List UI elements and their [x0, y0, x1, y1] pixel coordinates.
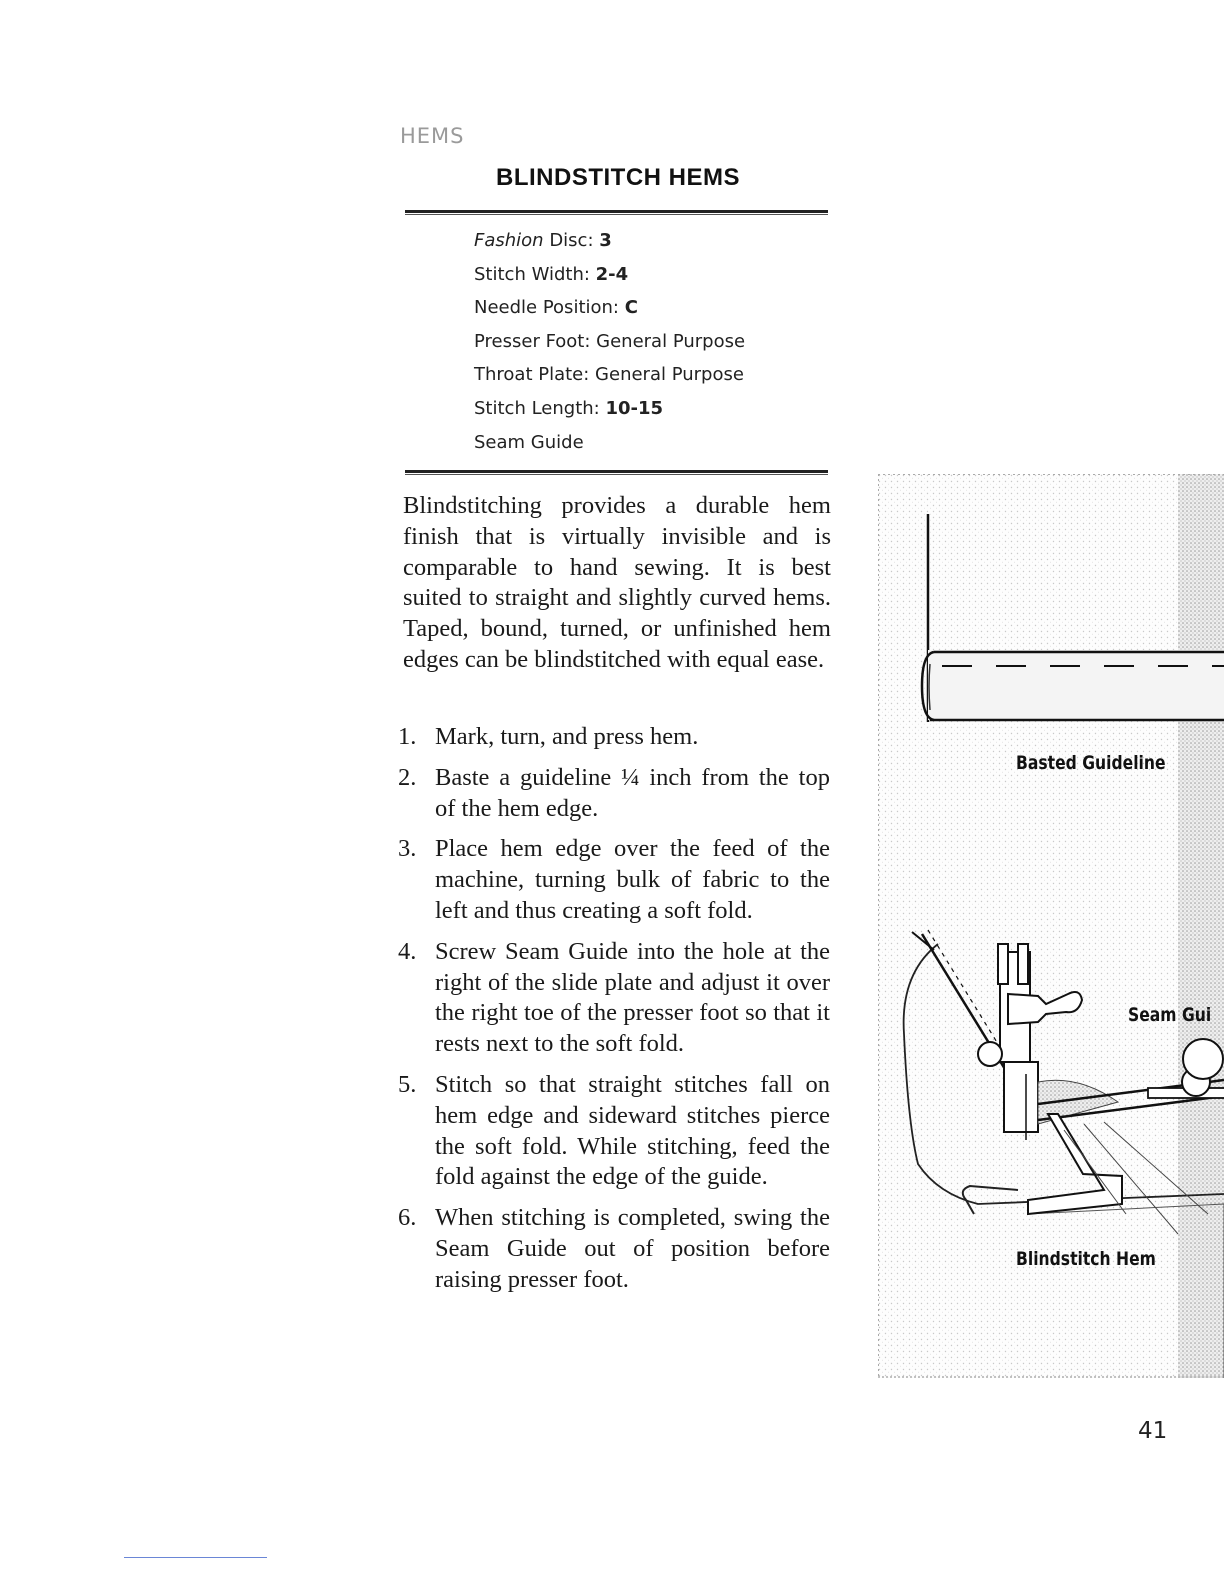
intro-paragraph: Blindstitching provides a durable hem finish that is virtually invisible and is comparable to hand sewing. It is best suited to straight and slightly curved hems. Taped, bound, turned, or unfinished hem edges can be blindstitched with equal ease. [403, 492, 831, 673]
step-item: 4. Screw Seam Guide into the hole at the right of the slide plate and adjust it over the right toe of the presser foot so that it rests next to the soft fold. [398, 937, 830, 1058]
hem-illustration-drawing [878, 474, 1224, 1378]
setting-fashion-disc: Fashion Disc: 3 [474, 230, 612, 251]
footer-line [124, 1557, 267, 1558]
step-item: 5. Stitch so that straight stitches fall on hem edge and sideward stitches pierce the soft fold. While stitching, feed the fold against the edge of the guide. [398, 1070, 830, 1191]
step-item: 1. Mark, turn, and press hem. [398, 723, 699, 750]
label-basted-guideline: Basted Guideline [1016, 752, 1166, 774]
label-seam-guide: Seam Gui [1128, 1004, 1212, 1026]
settings-list [474, 226, 745, 461]
page-number: 41 [1138, 1418, 1168, 1444]
step-item: 2. Baste a guideline ¼ inch from the top of the hem edge. [398, 763, 830, 822]
step-item: 6. When stitching is completed, swing the Seam Guide out of position before raising presser foot. [398, 1204, 830, 1293]
step-item: 3. Place hem edge over the feed of the machine, turning bulk of fabric to the left and thus creating a soft fold. [398, 835, 830, 924]
stipple-background [878, 474, 1224, 1378]
steps-list [398, 722, 830, 1306]
setting-needle-position: Needle Position: C [474, 297, 638, 319]
top-rule [405, 210, 828, 215]
section-tag: HEMS [400, 124, 465, 148]
hem-illustration [878, 474, 1224, 1378]
bottom-rule [405, 470, 828, 475]
fabric-shading [1178, 474, 1224, 1378]
setting-stitch-length: Stitch Length: 10-15 [474, 397, 664, 419]
setting-stitch-width: Stitch Width: 2-4 [474, 263, 629, 285]
page-title: BLINDSTITCH HEMS [496, 164, 740, 191]
label-blindstitch-hem: Blindstitch Hem [1016, 1248, 1156, 1270]
setting-presser-foot: Presser Foot: General Purpose [474, 330, 746, 352]
setting-accessory: Seam Guide [474, 431, 584, 453]
setting-throat-plate: Throat Plate: General Purpose [474, 364, 744, 386]
